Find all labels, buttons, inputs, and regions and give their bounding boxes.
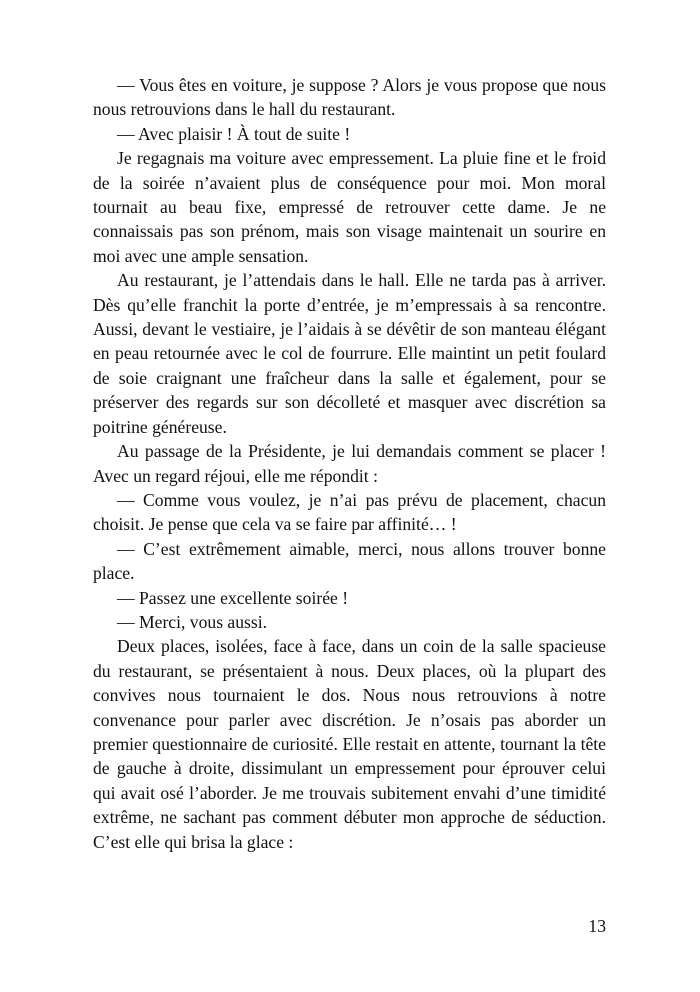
page-number: 13 [588,916,606,936]
paragraph: — Vous êtes en voiture, je suppose ? Alors je vous propose que nous nous retrouvions dans le hall du restaurant. [93,75,606,120]
paragraph: — Passez une excellente soirée ! [117,587,349,608]
paragraph: Au restaurant, je l’attendais dans le hall. Elle ne tarda pas à arriver. Dès qu’elle franchit la porte d’entrée, je m’empressais à sa rencontre. Aussi, devant le vestiaire, je l’aidais à se dévêtir de son manteau élégant en peau retournée avec le col de fourrure. Elle maintint un petit foulard de soie craignant une fraîcheur dans la salle et également, pour se préserver des regards sur son décolleté et masquer avec discrétion sa poitrine généreuse. [93,270,606,437]
body-text [93,73,606,854]
paragraph: — Comme vous voulez, je n’ai pas prévu de placement, chacun choisit. Je pense que cela va se faire par affinité… ! [93,489,606,535]
paragraph: — Avec plaisir ! À tout de suite ! [117,123,351,144]
paragraph: — C’est extrêmement aimable, merci, nous allons trouver bonne place. [93,538,606,584]
paragraph: Je regagnais ma voiture avec empressement. La pluie fine et le froid de la soirée n’avaient plus de conséquence pour moi. Mon moral tournait au beau fixe, empressé de retrouver cette dame. Je ne connaissais pas son prénom, mais son visage maintenait un sourire en moi avec une ample sensation. [93,148,606,266]
paragraph: Au passage de la Présidente, je lui demandais comment se placer ! Avec un regard réjoui, elle me répondit : [93,441,606,486]
paragraph: — Merci, vous aussi. [117,611,268,632]
paragraph: Deux places, isolées, face à face, dans un coin de la salle spacieuse du restaurant, se présentaient à nous. Deux places, où la plupart des convives nous tournaient le dos. Nous nous retrouvions à notre convenance pour parler avec discrétion. Je n’osais pas aborder un premier questionnaire de curiosité. Elle restait en attente, tournant la tête de gauche à droite, dissimulant un empressement pour éprouver celui qui avait osé l’aborder. Je me trouvais subitement envahi d’une timidité extrême, ne sachant pas comment débuter mon approche de séduction. C’est elle qui brisa la glace : [93,636,606,852]
